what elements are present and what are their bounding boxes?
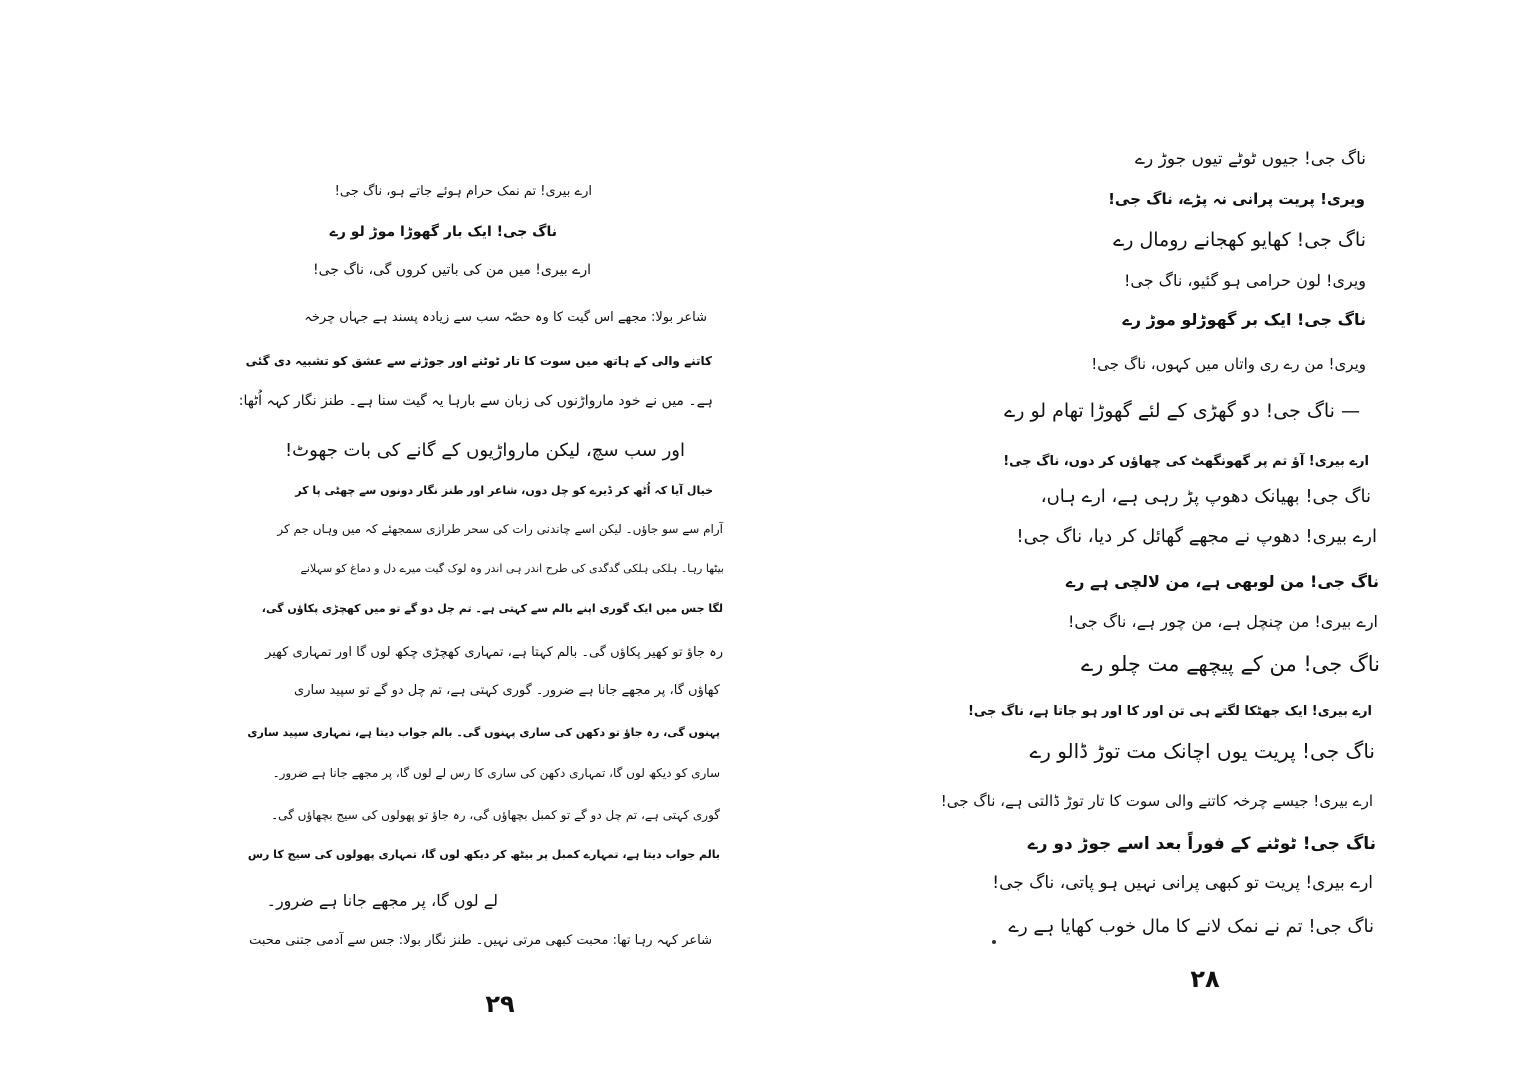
right-page-line: ارے بیری! دھوپ نے مجھے گھائل کر دیا، ناگ جی! bbox=[1016, 526, 1377, 547]
right-page-line: ارے بیری! ایک جھٹکا لگتے ہی تن اور کا اور ہو جاتا ہے، ناگ جی! bbox=[967, 704, 1372, 719]
left-page-line: اور سب سچ، لیکن مارواڑیوں کے گانے کی بات جھوٹ! bbox=[284, 440, 685, 461]
right-page-line: ارے بیری! پریت تو کبھی پرانی نہیں ہو پاتی، ناگ جی! bbox=[992, 873, 1373, 893]
right-page-line: ویری! من رے ری واتاں میں کہوں، ناگ جی! bbox=[1091, 355, 1366, 373]
left-page-line: بیٹھا رہا۔ ہلکی ہلکی گدگدی کی طرح اندر ہی اندر وہ لوک گیت میرے دل و دماغ کو سہلانے bbox=[300, 562, 724, 575]
left-page-line: لگا جس میں ایک گوری اپنے بالم سے کہتی ہے۔ تم چل دو گے تو میں کھچڑی پکاؤں گی، bbox=[261, 602, 723, 615]
left-page-line: شاعر بولا: مجھے اس گیت کا وہ حصّہ سب سے زیادہ پسند ہے جہاں چرخہ bbox=[304, 310, 707, 325]
left-page-line: کاتنے والی کے ہاتھ میں سوت کا تار ٹوٹنے اور جوڑنے سے عشق کو تشبیہ دی گئی bbox=[245, 354, 712, 368]
left-page-line: ناگ جی! ایک بار گھوڑا موڑ لو رے bbox=[329, 224, 557, 240]
left-page-number: ۲۹ bbox=[485, 990, 515, 1018]
left-page-line: گوری کہتی ہے، تم چل دو گے تو کمبل بچھاؤں گی، رہ جاؤ تو پھولوں کی سیج بچھاؤں گی۔ bbox=[271, 808, 720, 822]
right-page-line: ارے بیری! جیسے چرخہ کاتنے والی سوت کا تار توڑ ڈالتی ہے، ناگ جی! bbox=[940, 792, 1373, 810]
right-page-line: ارے بیری! من چنچل ہے، من چور ہے، ناگ جی! bbox=[1067, 612, 1378, 631]
right-page-text bbox=[760, 0, 1527, 1080]
right-page-line: ناگ جی! من لوبھی ہے، من لالچی ہے رے bbox=[1065, 572, 1379, 591]
left-page-line: آرام سے سو جاؤں۔ لیکن اسے چاندنی رات کی سحر طرازی سمجھئے کہ میں وہاں جم کر bbox=[277, 522, 723, 536]
left-page-line: لے لوں گا، پر مجھے جانا ہے ضرور۔ bbox=[266, 891, 498, 910]
left-page-line: ساری کو دیکھ لوں گا، تمہاری دکھن کی ساری کا رس لے لوں گا، پر مجھے جانا ہے ضرور۔ bbox=[272, 766, 720, 780]
left-page-line: شاعر کہہ رہا تھا: محبت کبھی مرتی نہیں۔ طنز نگار بولا: جس سے آدمی جتنی محبت bbox=[249, 933, 712, 948]
left-page-line: کھاؤں گا، پر مجھے جانا ہے ضرور۔ گوری کہتی ہے، تم چل دو گے تو سپید ساری bbox=[294, 683, 720, 698]
right-page-line: ارے بیری! آؤ تم پر گھونگھٹ کی چھاؤں کر دوں، ناگ جی! bbox=[1003, 454, 1369, 469]
left-page-line: ارے بیری! تم نمک حرام ہوئے جاتے ہو، ناگ جی! bbox=[334, 184, 592, 199]
right-page-line: ناگ جی! جیوں ٹوٹے تیوں جوڑ رے bbox=[1135, 149, 1366, 169]
right-page-line: ناگ جی! ایک بر گھوڑلو موڑ رے bbox=[1122, 310, 1366, 329]
scan-speck bbox=[992, 940, 996, 944]
right-page bbox=[760, 0, 1527, 1080]
left-page-line: خیال آیا کہ اُٹھ کر ڈیرے کو چل دوں، شاعر اور طنز نگار دونوں سے چھٹی پا کر bbox=[295, 484, 713, 497]
right-page-line: ویری! لون حرامی ہو گئیو، ناگ جی! bbox=[1123, 271, 1366, 290]
left-page-line: ارے بیری! میں من کی باتیں کروں گی، ناگ جی! bbox=[312, 262, 591, 278]
right-page-line: — ناگ جی! دو گھڑی کے لئے گھوڑا تھام لو رے bbox=[1004, 400, 1360, 422]
right-page-line: ویری! پریت پرانی نہ پڑے، ناگ جی! bbox=[1108, 190, 1365, 208]
right-page-line: ناگ جی! ٹوٹنے کے فوراً بعد اسے جوڑ دو رے bbox=[1027, 834, 1376, 854]
right-page-line: ناگ جی! بھیانک دھوپ پڑ رہی ہے، ارے ہاں، bbox=[1040, 486, 1371, 507]
right-page-line: ناگ جی! کھایو کھجانے رومال رے bbox=[1113, 229, 1366, 251]
right-page-number: ۲۸ bbox=[1190, 965, 1220, 993]
left-page-line: بالم جواب دیتا ہے، تمہارے کمبل پر بیٹھ کر دیکھ لوں گا، تمہاری پھولوں کی سیج کا رس bbox=[247, 848, 720, 861]
right-page-line: ناگ جی! پریت یوں اچانک مت توڑ ڈالو رے bbox=[1029, 739, 1375, 763]
left-page-line: ہے۔ میں نے خود مارواڑنوں کی زبان سے بارہا یہ گیت سنا ہے۔ طنز نگار کہہ اُٹھا: bbox=[238, 393, 713, 409]
left-page-text bbox=[0, 0, 760, 1080]
left-page bbox=[0, 0, 760, 1080]
left-page-line: رہ جاؤ تو کھیر پکاؤں گی۔ بالم کہتا ہے، تمہاری کھچڑی چکھ لوں گا اور تمہاری کھیر bbox=[265, 645, 723, 660]
right-page-line: ناگ جی! من کے پیچھے مت چلو رے bbox=[1080, 652, 1380, 676]
right-page-line: ناگ جی! تم نے نمک لانے کا مال خوب کھایا ہے رے bbox=[1008, 916, 1374, 937]
left-page-line: پہنوں گی، رہ جاؤ تو دکھن کی ساری پہنوں گی۔ بالم جواب دیتا ہے، تمہاری سپید ساری bbox=[247, 726, 720, 739]
